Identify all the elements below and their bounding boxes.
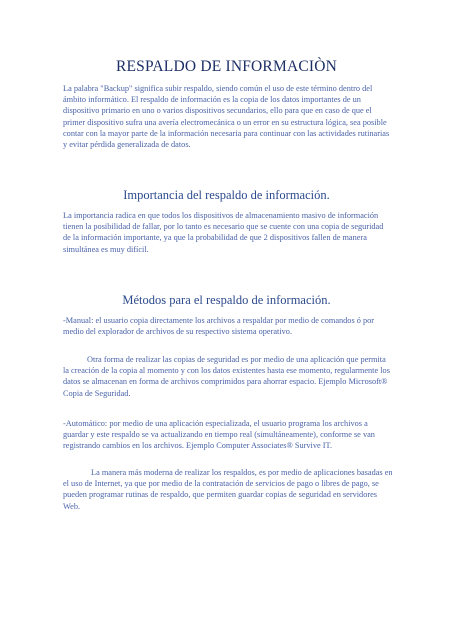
modern-method-paragraph: La manera más moderna de realizar los respaldos, es por medio de aplicaciones basadas en el uso de Internet, ya que por medio de la contratación de servicios de pago o libres de pago, se pueden programar rutinas de respaldo, que permiten guardar copias de seguridad en servidores Web. bbox=[63, 468, 393, 511]
importance-paragraph: La importancia radica en que todos los dispositivos de almacenamiento masivo de información tienen la posibilidad de fallar, por lo tanto es necesario que se cuente con una copia de seguridad de la información importante, ya que la probabilidad de que 2 dispositivos fallen de manera simultánea es muy difícil. bbox=[63, 211, 384, 254]
document-title: RESPALDO DE INFORMACIÒN bbox=[115, 58, 338, 75]
intro-paragraph: La palabra "Backup" significa subir respaldo, siendo común el uso de este término dentro del ámbito informático. El respaldo de información es la copia de los datos importantes de un dispositivo primario en uno o varios dispositivos secundarios, ello para que en caso de que el primer dispositivo sufra una avería electromecánica o un error en su estructura lógica, sea posible contar con la mayor parte de la información necesaria para continuar con las actividades rutinarias y evitar pérdida generalizada de datos. bbox=[63, 84, 390, 150]
section-heading-methods: Métodos para el respaldo de información. bbox=[122, 293, 331, 307]
other-method-paragraph: Otra forma de realizar las copias de seguridad es por medio de una aplicación que permita la creación de la copia al momento y con los datos existentes hasta ese momento, regularmente los datos se almacenan en forma de archivos comprimidos para ahorrar espacio. Ejemplo Microsoft® Copia de Seguridad. bbox=[63, 355, 390, 398]
manual-method-paragraph: -Manual: el usuario copia directamente los archivos a respaldar por medio de comandos ó por medio del explorador de archivos de su respectivo sistema operativo. bbox=[63, 316, 375, 337]
automatic-method-paragraph: -Automático: por medio de una aplicación especializada, el usuario programa los archivos a guardar y este respaldo se va actualizando en tiempo real (simultáneamente), conforme se van registrando cambios en los archivos. Ejemplo Computer Associates® Survive IT. bbox=[63, 419, 375, 451]
section-heading-importance: Importancia del respaldo de información. bbox=[123, 188, 330, 202]
